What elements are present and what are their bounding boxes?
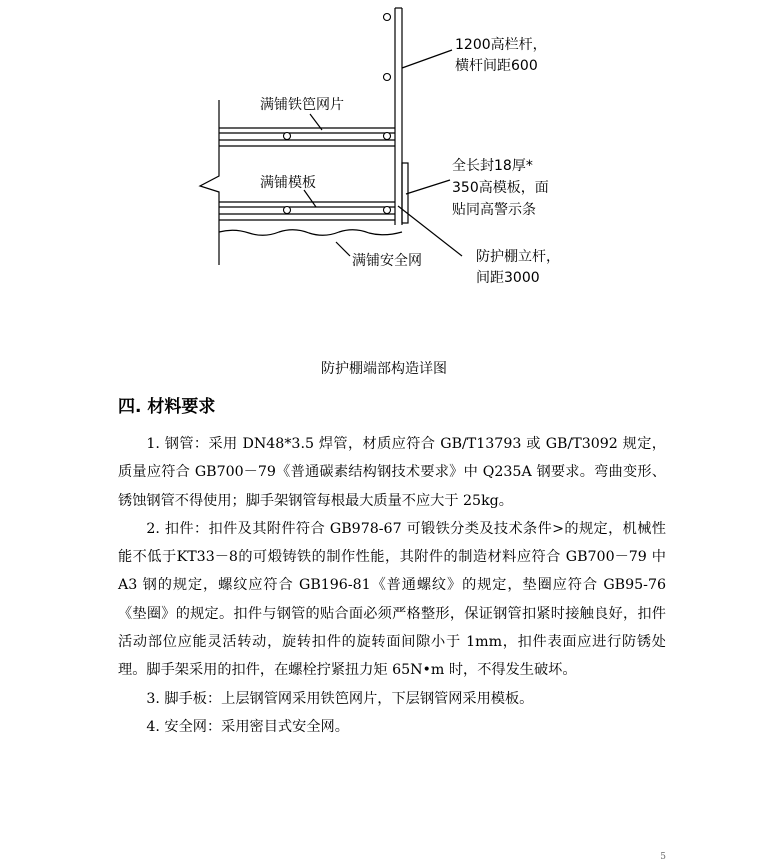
safety-net-line <box>219 230 402 236</box>
figure-caption: 防护棚端部构造详图 <box>321 361 447 377</box>
paragraph-scaffold-board: 3. 脚手板：上层钢管网采用铁笆网片，下层钢管网采用模板。 <box>146 690 534 707</box>
label-post-1: 防护棚立杆， <box>476 249 560 265</box>
tube-circle <box>384 133 391 140</box>
tube-circle <box>284 133 291 140</box>
page-number: 5 <box>660 852 666 862</box>
label-mesh-top: 满铺铁笆网片 <box>260 97 344 113</box>
label-board-3: 贴同高警示条 <box>452 202 536 218</box>
end-detail-drawing <box>0 0 768 345</box>
left-break-line <box>200 100 219 265</box>
paragraph-fastener: 2. 扣件：扣件及其附件符合 GB978-67 可锻铁分类及技术条件>的规定，机械性能不低于KT33－8的可煅铸铁的制作性能，其附件的制造材料应符合 GB700－79 中 A3 钢的规定，螺纹应符合 GB196-81《普通螺纹》的规定，垫圈应符合 GB95-76《垫圈》的规定。扣件与钢管的贴合面必须严格整形，保证钢管扣紧时接触良好，扣件活动部位应能灵活转动，旋转扣件的旋转面间隙小于 1mm，扣件表面应进行防锈处理。脚手架采用的扣件，在螺栓拧紧扭力矩 65N•m 时，不得发生破坏。 <box>118 520 666 679</box>
paragraph-safety-net: 4. 安全网：采用密目式安全网。 <box>146 718 349 735</box>
tube-circle <box>384 207 391 214</box>
tube-circle <box>284 207 291 214</box>
label-post-2: 间距3000 <box>476 270 540 286</box>
paragraph-steel-pipe: 1. 钢管：采用 DN48*3.5 焊管，材质应符合 GB/T13793 或 GB/T3092 规定，质量应符合 GB700－79《普通碳素结构钢技术要求》中 Q235A 钢要求。弯曲变形、锈蚀钢管不得使用；脚手架钢管每根最大质量不应大于 25kg。 <box>118 436 666 509</box>
section-title: 四. 材料要求 <box>118 397 216 417</box>
label-net: 满铺安全网 <box>352 253 422 269</box>
label-formwork: 满铺模板 <box>260 175 316 191</box>
railing-joint-circle <box>384 74 391 81</box>
body-text <box>118 430 666 741</box>
label-railing-1: 1200高栏杆， <box>455 37 547 53</box>
label-board-1: 全长封18厚* <box>452 158 533 174</box>
label-railing-2: 横杆间距600 <box>455 58 538 74</box>
label-board-2: 350高模板，面 <box>452 180 549 196</box>
railing-joint-circle <box>384 14 391 21</box>
